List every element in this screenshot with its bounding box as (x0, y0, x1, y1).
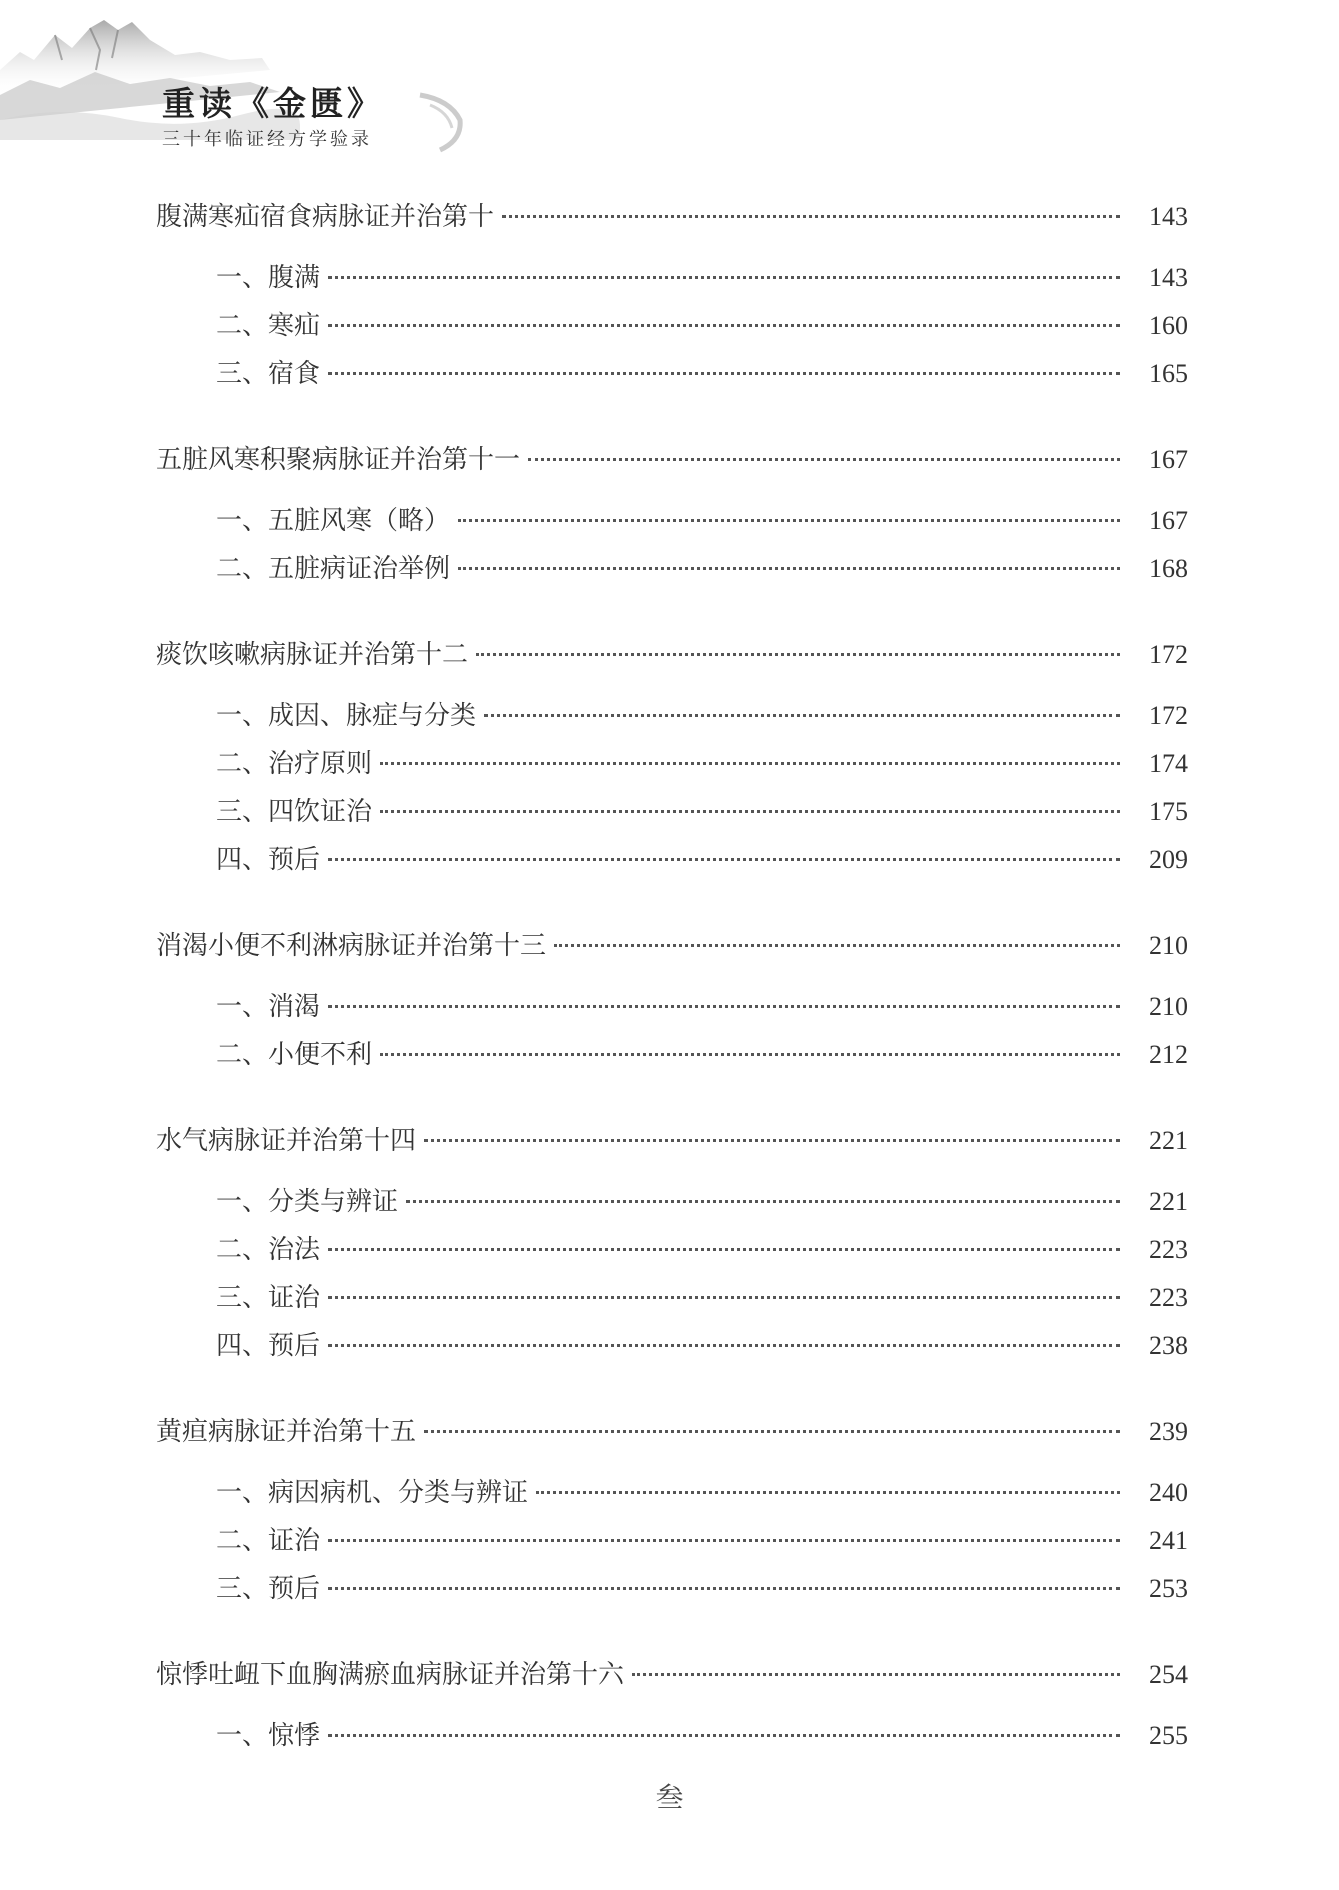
toc-chapter-row[interactable] (156, 922, 1188, 970)
toc-section-row-page: 238 (1149, 1331, 1188, 1360)
toc-chapter-row-label: 痰饮咳嗽病脉证并治第十二 (156, 640, 469, 670)
toc-section-row-label: 四、预后 (216, 845, 321, 875)
toc-section-row-label: 一、消渴 (216, 992, 321, 1022)
toc-section-row-page: 241 (1149, 1526, 1188, 1555)
dot-leader (328, 1248, 1120, 1251)
toc-section-row-page: 253 (1149, 1574, 1188, 1603)
dot-leader (380, 762, 1120, 765)
book-subtitle: 三十年临证经方学验录 (162, 129, 372, 150)
toc-section-row-page: 223 (1149, 1235, 1188, 1264)
dot-leader (502, 215, 1120, 218)
dot-leader (328, 1734, 1120, 1737)
dot-leader (424, 1139, 1120, 1142)
toc-chapter-group (156, 922, 1188, 1079)
toc-chapter-row[interactable] (156, 1651, 1188, 1699)
table-of-contents (156, 193, 1188, 1798)
toc-chapter-row-page: 254 (1149, 1660, 1188, 1689)
toc-section-row-page: 240 (1149, 1478, 1188, 1507)
toc-section-row-page: 209 (1149, 845, 1188, 874)
toc-section-row-page: 160 (1149, 311, 1188, 340)
dot-leader (380, 810, 1120, 813)
dot-leader (328, 1296, 1120, 1299)
toc-chapter-row-label: 五脏风寒积聚病脉证并治第十一 (156, 445, 521, 475)
toc-section-row[interactable] (156, 1712, 1188, 1760)
dot-leader (554, 944, 1120, 947)
toc-section-row-label: 三、四饮证治 (216, 797, 373, 827)
dot-leader (380, 1053, 1120, 1056)
toc-section-row[interactable] (156, 1322, 1188, 1370)
toc-section-row[interactable] (156, 545, 1188, 593)
toc-chapter-group (156, 1408, 1188, 1613)
toc-section-row-label: 四、预后 (216, 1331, 321, 1361)
page-number: 叁 (655, 1781, 684, 1814)
toc-section-row-label: 一、五脏风寒（略） (216, 506, 451, 536)
toc-section-row[interactable] (156, 1226, 1188, 1274)
toc-section-row-label: 二、寒疝 (216, 311, 321, 341)
toc-chapter-row-page: 172 (1149, 640, 1188, 669)
toc-chapter-row-label: 消渴小便不利淋病脉证并治第十三 (156, 931, 547, 961)
toc-section-row-page: 212 (1149, 1040, 1188, 1069)
toc-section-row-page: 172 (1149, 701, 1188, 730)
toc-chapter-row-label: 惊悸吐衄下血胸满瘀血病脉证并治第十六 (156, 1660, 625, 1690)
toc-section-row-page: 165 (1149, 359, 1188, 388)
toc-section-row-label: 二、证治 (216, 1526, 321, 1556)
dot-leader (328, 1587, 1120, 1590)
toc-section-row[interactable] (156, 497, 1188, 545)
toc-section-row[interactable] (156, 836, 1188, 884)
dot-leader (424, 1430, 1120, 1433)
toc-section-row-label: 一、病因病机、分类与辨证 (216, 1478, 529, 1508)
toc-section-row-label: 二、治疗原则 (216, 749, 373, 779)
toc-section-row-label: 二、五脏病证治举例 (216, 554, 451, 584)
dot-leader (632, 1673, 1120, 1676)
dot-leader (476, 653, 1120, 656)
toc-section-row[interactable] (156, 692, 1188, 740)
dot-leader (328, 276, 1120, 279)
toc-section-row[interactable] (156, 1469, 1188, 1517)
toc-chapter-group (156, 436, 1188, 593)
book-title: 重读《金匮》 (162, 84, 384, 123)
dot-leader (328, 372, 1120, 375)
toc-section-row-page: 221 (1149, 1187, 1188, 1216)
toc-section-row-page: 168 (1149, 554, 1188, 583)
toc-section-row-page: 175 (1149, 797, 1188, 826)
toc-chapter-row[interactable] (156, 1408, 1188, 1456)
toc-section-row-page: 167 (1149, 506, 1188, 535)
dot-leader (484, 714, 1120, 717)
toc-section-row-page: 210 (1149, 992, 1188, 1021)
toc-section-row[interactable] (156, 1517, 1188, 1565)
toc-section-row-page: 223 (1149, 1283, 1188, 1312)
toc-chapter-group (156, 1651, 1188, 1760)
toc-chapter-row-page: 210 (1149, 931, 1188, 960)
dot-leader (458, 567, 1120, 570)
toc-section-row-label: 二、小便不利 (216, 1040, 373, 1070)
toc-section-row[interactable] (156, 254, 1188, 302)
toc-section-row-label: 三、预后 (216, 1574, 321, 1604)
dot-leader (328, 1539, 1120, 1542)
toc-section-row-label: 三、宿食 (216, 359, 321, 389)
toc-chapter-group (156, 193, 1188, 398)
toc-chapter-row-page: 239 (1149, 1417, 1188, 1446)
toc-chapter-row[interactable] (156, 436, 1188, 484)
toc-section-row[interactable] (156, 1565, 1188, 1613)
dot-leader (328, 324, 1120, 327)
dot-leader (536, 1491, 1120, 1494)
toc-chapter-row[interactable] (156, 631, 1188, 679)
toc-chapter-row-label: 黄疸病脉证并治第十五 (156, 1417, 417, 1447)
toc-section-row-label: 二、治法 (216, 1235, 321, 1265)
toc-section-row-label: 一、成因、脉症与分类 (216, 701, 477, 731)
dot-leader (328, 1005, 1120, 1008)
toc-chapter-row-page: 143 (1149, 202, 1188, 231)
toc-chapter-row[interactable] (156, 193, 1188, 241)
dot-leader (328, 1344, 1120, 1347)
toc-section-row-label: 一、分类与辨证 (216, 1187, 399, 1217)
toc-section-row-page: 255 (1149, 1721, 1188, 1750)
toc-section-row[interactable] (156, 1178, 1188, 1226)
toc-section-row-label: 三、证治 (216, 1283, 321, 1313)
toc-section-row[interactable] (156, 983, 1188, 1031)
toc-chapter-row-page: 221 (1149, 1126, 1188, 1155)
toc-section-row[interactable] (156, 740, 1188, 788)
toc-section-row[interactable] (156, 302, 1188, 350)
toc-chapter-group (156, 631, 1188, 884)
toc-chapter-group (156, 1117, 1188, 1370)
toc-section-row[interactable] (156, 1274, 1188, 1322)
dot-leader (458, 519, 1120, 522)
toc-section-row-page: 174 (1149, 749, 1188, 778)
toc-chapter-row-label: 水气病脉证并治第十四 (156, 1126, 417, 1156)
toc-section-row[interactable] (156, 350, 1188, 398)
toc-section-row-page: 143 (1149, 263, 1188, 292)
dot-leader (528, 458, 1120, 461)
dot-leader (328, 858, 1120, 861)
toc-chapter-row-page: 167 (1149, 445, 1188, 474)
toc-section-row-label: 一、腹满 (216, 263, 321, 293)
toc-chapter-row[interactable] (156, 1117, 1188, 1165)
dot-leader (406, 1200, 1120, 1203)
toc-chapter-row-label: 腹满寒疝宿食病脉证并治第十 (156, 202, 495, 232)
toc-section-row[interactable] (156, 788, 1188, 836)
toc-section-row-label: 一、惊悸 (216, 1721, 321, 1751)
toc-section-row[interactable] (156, 1031, 1188, 1079)
